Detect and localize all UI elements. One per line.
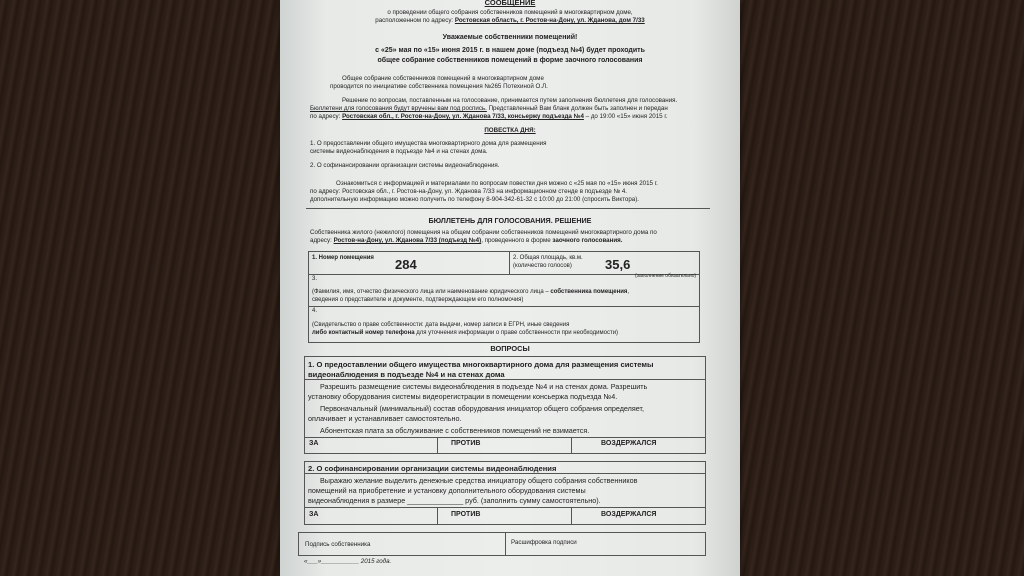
vote-column-divider	[437, 437, 438, 453]
owner-signature-label[interactable]: Подпись собственника	[305, 541, 371, 548]
ownership-description-2: либо контактный номер телефона для уточнения информации о праве собственности при необходимости)	[312, 330, 619, 336]
greeting: Уважаемые собственники помещений!	[442, 34, 578, 41]
ownership-description-1: (Свидетельство о праве собственности: дата выдачи, номер записи в ЕГРН, иные сведения	[312, 322, 570, 328]
signature-box	[298, 532, 706, 556]
decision-line-3: по адресу: Ростовская обл., г. Ростов-на-Дону, ул. Жданова 7/33, консьержу подъезда №4 – до 19:00 «15» июня 2015 г.	[310, 113, 668, 120]
question-2-title-divider	[305, 473, 705, 474]
voting-ballot-paper	[280, 0, 740, 576]
question-2-title: 2. О софинансировании организации системы видеонаблюдения	[308, 464, 557, 473]
questions-title: ВОПРОСЫ	[490, 344, 530, 353]
question-2-block	[304, 461, 706, 525]
agenda-item-1a: 1. О предоставлении общего имущества многоквартирного дома для размещения	[310, 140, 547, 147]
question-1-title-2: видеонаблюдения в подъезде №4 и на стенах дома	[308, 370, 505, 379]
notice-subtitle-1: о проведении общего собрания собственников помещений в многоквартирном доме,	[387, 9, 633, 16]
question-2-text-1: Выражаю желание выделить денежные средства инициатору общего собрания собственников	[320, 476, 638, 485]
signature-decode-label[interactable]: Расшифровка подписи	[511, 539, 577, 546]
question-1-vote-against[interactable]: ПРОТИВ	[451, 440, 481, 447]
question-1-vote-abstain[interactable]: ВОЗДЕРЖАЛСЯ	[601, 440, 657, 447]
vote-column-divider	[571, 507, 572, 524]
question-1-block	[304, 356, 706, 454]
agenda-title: ПОВЕСТКА ДНЯ:	[484, 127, 536, 134]
info-line-1: Ознакомиться с информацией и материалами по вопросам повестки дня можно с «25 мая по «15» июня 2015 г.	[336, 180, 658, 187]
area-value[interactable]: 35,6	[605, 257, 631, 272]
vote-column-divider	[571, 437, 572, 453]
ballot-intro-2: адресу: Ростов-на-Дону, ул. Жданова 7/33 (подъезд №4), проведенного в форме заочного голосования.	[310, 237, 623, 244]
owner-name-description-1: (Фамилия, имя, отчество физического лица или наименование юридического лица – собственника помещения,	[312, 289, 630, 295]
notice-title: СООБЩЕНИЕ	[484, 0, 536, 7]
signature-column-divider	[505, 533, 506, 555]
agenda-item-1b: системы видеонаблюдения в подъезде №4 и на стенах дома.	[310, 148, 488, 155]
area-votes-sublabel: (количество голосов)	[513, 263, 572, 269]
required-note: (заполнение обязательно)	[635, 273, 697, 279]
question-1-vote-for[interactable]: ЗА	[309, 440, 319, 447]
room-number-label: 1. Номер помещения	[312, 255, 374, 261]
initiator-line-1: Общее собрание собственников помещений в многоквартирном доме	[342, 75, 544, 82]
question-2-vote-for[interactable]: ЗА	[309, 511, 319, 518]
owner-name-number: 3.	[312, 276, 318, 282]
question-1-title-divider	[305, 379, 705, 380]
ballot-intro-1: Собственника жилого (нежилого) помещения на общем собрании собственников помещений многоквартирного дома по	[310, 229, 657, 236]
notice-subtitle-2: расположенном по адресу: Ростовская область, г. Ростов-на-Дону, ул. Жданова, дом 7/33	[375, 17, 645, 24]
question-2-vote-divider	[305, 507, 705, 508]
ownership-number: 4.	[312, 308, 318, 314]
meeting-dates-line-1: с «25» мая по «15» июня 2015 г. в нашем доме (подъезд №4) будет проходить	[375, 47, 645, 54]
owner-name-description-2: сведения о представителе и документе, подтверждающем его полномочия)	[312, 297, 524, 303]
question-1-title-1: 1. О предоставлении общего имущества многоквартирного дома для размещения системы	[308, 360, 654, 369]
room-number-value[interactable]: 284	[395, 257, 417, 272]
decision-line-2: Бюллетени для голосования будут вручены вам под роспись. Представленный Вам бланк должен быть заполнен и передан	[310, 105, 668, 112]
vote-column-divider	[437, 507, 438, 524]
question-1-text-4: оплачивает и устанавливает самостоятельно.	[308, 414, 462, 423]
meeting-dates-line-2: общее собрание собственников помещений в форме заочного голосования	[377, 57, 643, 64]
question-1-text-2: установку оборудования системы видеорегистрации в помещении консьержа подъезда №4.	[308, 392, 618, 401]
decision-line-1: Решение по вопросам, поставленным на голосование, принимается путем заполнения бюллетеня для голосования.	[342, 97, 678, 104]
question-2-text-2: помещений на приобретение и установку дополнительного оборудования системы	[308, 486, 586, 495]
table-column-divider	[509, 252, 510, 274]
question-2-vote-against[interactable]: ПРОТИВ	[451, 511, 481, 518]
area-label: 2. Общая площадь, кв.м.	[513, 255, 583, 261]
table-row-divider	[309, 306, 699, 307]
question-2-vote-abstain[interactable]: ВОЗДЕРЖАЛСЯ	[601, 511, 657, 518]
question-2-text-3[interactable]: видеонаблюдения в размере ______________ руб. (заполнить сумму самостоятельно).	[308, 496, 601, 505]
question-1-vote-divider	[305, 437, 705, 438]
info-line-2: по адресу: Ростовская обл., г. Ростов-на-Дону, ул. Жданова 7/33 на информационном стенде в подъезде № 4.	[310, 188, 627, 195]
ballot-title: БЮЛЛЕТЕНЬ ДЛЯ ГОЛОСОВАНИЯ. РЕШЕНИЕ	[428, 216, 592, 225]
signature-date[interactable]: «___»___________ 2015 года.	[304, 558, 392, 565]
house-address: Ростовская область, г. Ростов-на-Дону, ул. Жданова, дом 7/33	[454, 17, 645, 24]
initiator-line-2: проводится по инициативе собственника помещения №265 Потехиной О.Л.	[330, 83, 548, 90]
question-1-text-5: Абонентская плата за обслуживание с собственников помещений не взимается.	[320, 426, 590, 435]
agenda-item-2: 2. О софинансировании организации системы видеонаблюдения.	[310, 162, 500, 169]
section-divider	[306, 208, 710, 209]
owner-info-table	[308, 251, 700, 343]
info-line-3: дополнительную информацию можно получить по телефону 8-904-342-61-32 с 10:00 до 21:00 (спросить Виктора).	[310, 196, 640, 203]
question-1-text-1: Разрешить размещение системы видеонаблюдения в подъезде №4 и на стенах дома. Разрешить	[320, 382, 648, 391]
question-1-text-3: Первоначальный (минимальный) состав оборудования инициатор общего собрания определяет,	[320, 404, 644, 413]
